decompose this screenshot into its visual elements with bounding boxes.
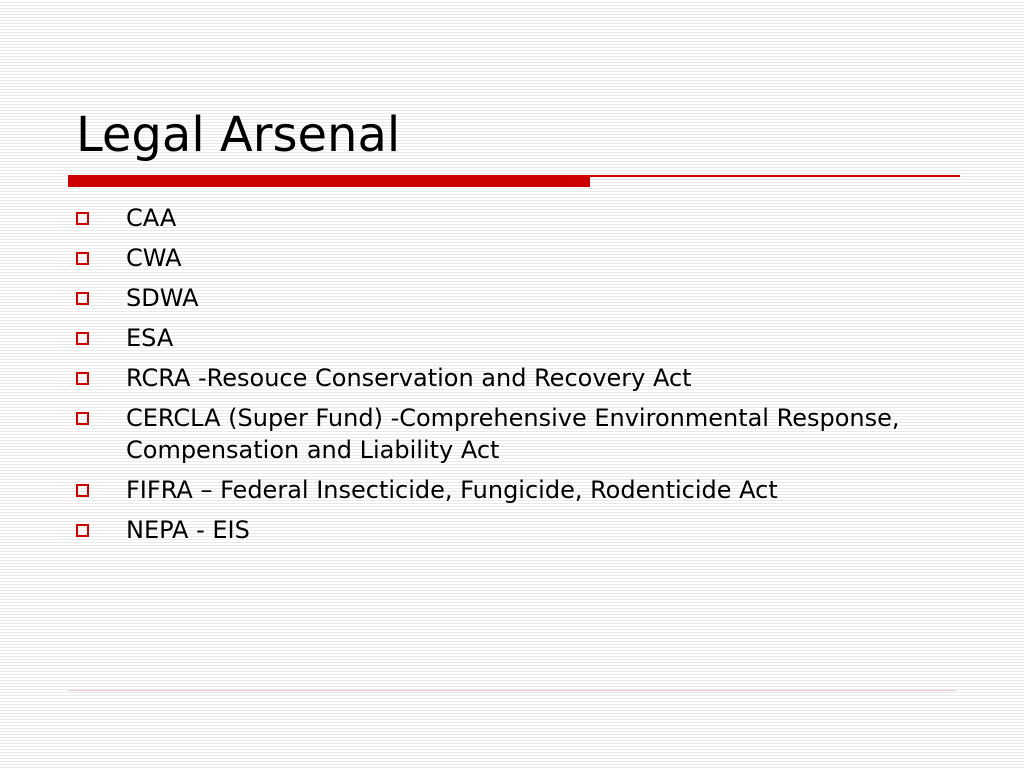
bullet-text: CWA [126, 244, 182, 272]
bullet-text: SDWA [126, 284, 199, 312]
hollow-square-bullet-icon [76, 292, 89, 305]
title-underline-thick [68, 175, 590, 187]
slide-title: Legal Arsenal [76, 107, 401, 163]
bullet-item [76, 361, 976, 401]
hollow-square-bullet-icon [76, 212, 89, 225]
bullet-text: FIFRA – Federal Insecticide, Fungicide, Rodenticide Act [126, 476, 778, 504]
bullet-text: CERCLA (Super Fund) -Comprehensive Environmental Response, Compensation and Liability Act [126, 404, 900, 464]
bullet-text: ESA [126, 324, 174, 352]
bullet-item [76, 321, 976, 361]
bullet-item [76, 401, 976, 473]
title-underline-thin [590, 175, 960, 177]
hollow-square-bullet-icon [76, 484, 89, 497]
bullet-text: CAA [126, 204, 177, 232]
bullet-text: RCRA -Resouce Conservation and Recovery Act [126, 364, 692, 392]
bullet-item [76, 201, 976, 241]
hollow-square-bullet-icon [76, 412, 89, 425]
hollow-square-bullet-icon [76, 372, 89, 385]
hollow-square-bullet-icon [76, 524, 89, 537]
bullet-item [76, 241, 976, 281]
hollow-square-bullet-icon [76, 332, 89, 345]
bullet-list [76, 201, 976, 553]
bullet-item [76, 473, 976, 513]
bullet-item [76, 281, 976, 321]
footer-divider [68, 690, 956, 691]
hollow-square-bullet-icon [76, 252, 89, 265]
bullet-item [76, 513, 976, 553]
bullet-text: NEPA - EIS [126, 516, 250, 544]
